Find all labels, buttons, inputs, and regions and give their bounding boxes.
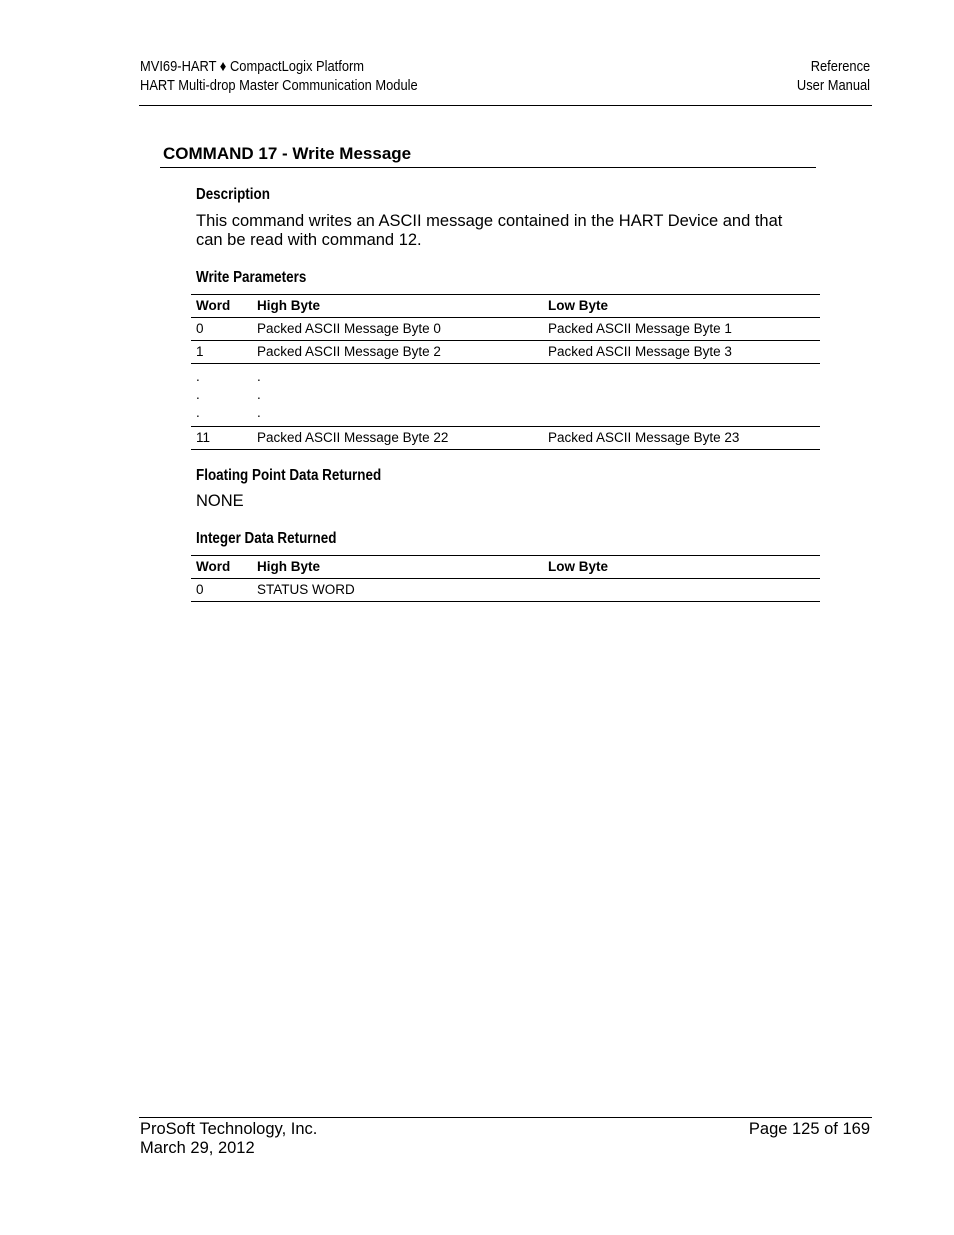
ellipsis-dot: . <box>191 404 252 427</box>
cell-high-byte: STATUS WORD <box>252 579 543 602</box>
ellipsis-dot: . <box>252 404 543 427</box>
ellipsis-row <box>191 386 820 404</box>
cell-low-byte: Packed ASCII Message Byte 1 <box>543 318 820 341</box>
ellipsis-row <box>191 404 820 427</box>
cell-word: 11 <box>191 427 252 450</box>
write-parameters-heading <box>196 269 327 287</box>
column-header-low-byte: Low Byte <box>543 295 820 318</box>
ellipsis-empty <box>543 404 820 427</box>
write-parameters-table <box>191 294 820 450</box>
description-heading-text: Description <box>196 186 270 203</box>
table-row <box>191 579 820 602</box>
floating-point-heading-text: Floating Point Data Returned <box>196 467 382 484</box>
cell-high-byte: Packed ASCII Message Byte 22 <box>252 427 543 450</box>
section-title: COMMAND 17 - Write Message <box>163 144 412 163</box>
column-header-high-byte: High Byte <box>252 556 543 579</box>
footer-company: ProSoft Technology, Inc. <box>140 1120 318 1138</box>
cell-high-byte: Packed ASCII Message Byte 2 <box>252 341 543 364</box>
column-header-high-byte: High Byte <box>252 295 543 318</box>
running-header-left <box>140 57 463 95</box>
ellipsis-dot: . <box>257 369 261 384</box>
cell-word: 0 <box>191 579 252 602</box>
table-header-row <box>191 556 820 579</box>
ellipsis-dot: . <box>257 387 261 402</box>
column-header-low-byte: Low Byte <box>543 556 820 579</box>
cell-word: 0 <box>191 318 252 341</box>
column-header-word: Word <box>191 295 252 318</box>
header-doc-type: User Manual <box>796 77 870 94</box>
integer-data-heading <box>196 530 363 548</box>
table-header-row <box>191 295 820 318</box>
cell-low-byte <box>543 579 820 602</box>
footer-left <box>140 1120 317 1158</box>
ellipsis-empty <box>543 364 820 387</box>
write-parameters-heading-text: Write Parameters <box>196 269 307 286</box>
ellipsis-dot: . <box>196 369 200 384</box>
header-product: MVI69-HART ♦ CompactLogix Platform <box>140 58 365 75</box>
header-divider <box>139 105 872 106</box>
footer-right <box>749 1120 870 1139</box>
ellipsis-dot: . <box>196 387 200 402</box>
cell-low-byte: Packed ASCII Message Byte 23 <box>543 427 820 450</box>
integer-data-heading-text: Integer Data Returned <box>196 530 337 547</box>
description-line-2: can be read with command 12. <box>196 231 422 249</box>
footer-divider <box>139 1117 872 1118</box>
cell-high-byte: Packed ASCII Message Byte 0 <box>252 318 543 341</box>
floating-point-heading <box>196 467 416 485</box>
page-number: Page 125 of 169 <box>748 1120 870 1138</box>
integer-data-table <box>191 555 820 602</box>
description-text <box>196 212 836 250</box>
header-section: Reference <box>810 58 870 75</box>
section-title-underline <box>160 167 816 168</box>
table-row <box>191 341 820 364</box>
ellipsis-row <box>191 364 820 387</box>
cell-word: 1 <box>191 341 252 364</box>
column-header-word: Word <box>191 556 252 579</box>
table-row <box>191 427 820 450</box>
ellipsis-empty <box>543 386 820 404</box>
table-row <box>191 318 820 341</box>
description-heading <box>196 186 284 204</box>
footer-date: March 29, 2012 <box>140 1139 255 1157</box>
description-line-1: This command writes an ASCII message contained in the HART Device and that <box>196 212 783 230</box>
floating-point-value: NONE <box>196 492 244 510</box>
cell-low-byte: Packed ASCII Message Byte 3 <box>543 341 820 364</box>
header-module: HART Multi-drop Master Communication Module <box>140 77 418 94</box>
running-header-right <box>785 57 870 95</box>
